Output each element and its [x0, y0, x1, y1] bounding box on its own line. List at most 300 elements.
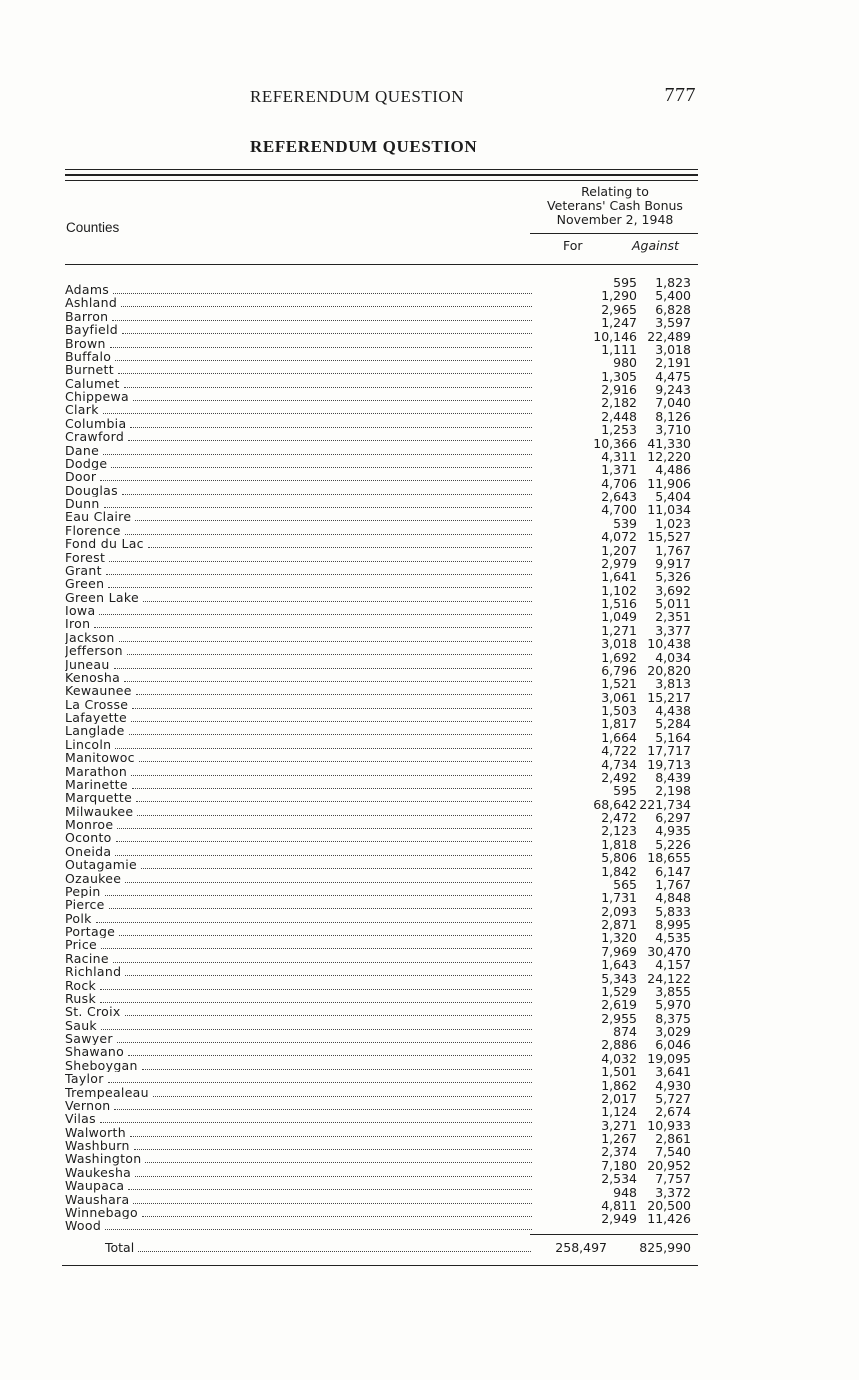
- table-row-values: [530, 477, 698, 490]
- against-value: 9,243: [655, 382, 691, 397]
- for-value: 5,343: [601, 970, 637, 986]
- table-row: [65, 858, 532, 871]
- table-row: [65, 1086, 532, 1099]
- against-value: 5,011: [655, 596, 691, 611]
- table-row: [65, 1032, 532, 1045]
- against-value: 10,438: [647, 636, 691, 652]
- table-row: [65, 738, 532, 751]
- table-row-values: [530, 945, 698, 958]
- table-row-values: [530, 557, 698, 570]
- dot-leader: [136, 792, 532, 802]
- table-row: [65, 765, 532, 778]
- county-name: Washington: [65, 1152, 142, 1166]
- dot-leader: [118, 364, 532, 374]
- against-value: 22,489: [647, 328, 691, 344]
- against-value: 20,500: [647, 1197, 691, 1213]
- table-row: [65, 912, 532, 925]
- against-value: 8,439: [655, 769, 691, 785]
- dot-leader: [122, 324, 532, 334]
- against-value: 4,034: [655, 649, 691, 665]
- county-name: Dodge: [65, 456, 108, 471]
- table-row-values: [530, 771, 698, 784]
- county-name: Bayfield: [65, 323, 119, 337]
- dot-leader: [131, 766, 532, 776]
- table-row: [65, 1206, 532, 1219]
- against-value: 3,641: [655, 1064, 691, 1080]
- against-value: 10,933: [647, 1117, 691, 1133]
- table-row-values: [530, 918, 698, 931]
- table-row-values: [530, 289, 698, 302]
- county-name: Marinette: [65, 777, 128, 792]
- against-value: 4,486: [655, 462, 691, 478]
- table-row: [65, 711, 532, 724]
- total-against-value: 825,990: [639, 1240, 691, 1255]
- for-value: 4,706: [601, 475, 637, 491]
- table-row-values: [530, 704, 698, 717]
- table-row-values: [530, 744, 698, 757]
- table-row: [65, 296, 532, 309]
- county-name: Burnett: [65, 363, 114, 377]
- table-row: [65, 323, 532, 336]
- table-row-values: [530, 838, 698, 851]
- dot-leader: [124, 378, 532, 388]
- for-value: 565: [613, 876, 637, 892]
- table-row: [65, 1139, 532, 1152]
- dot-leader: [131, 712, 532, 722]
- for-value: 2,534: [601, 1171, 637, 1187]
- table-row-values: [530, 1079, 698, 1092]
- dot-leader: [135, 511, 532, 521]
- table-row: [65, 403, 532, 416]
- dot-leader: [117, 819, 532, 829]
- table-row: [65, 1072, 532, 1085]
- vote-count-list: [530, 276, 698, 1226]
- against-value: 8,375: [655, 1010, 691, 1026]
- dot-leader: [101, 1020, 532, 1030]
- for-value: 4,311: [601, 448, 637, 464]
- for-value: 1,842: [601, 863, 637, 879]
- for-value: 1,102: [601, 582, 637, 598]
- for-value: 2,619: [601, 997, 637, 1013]
- table-row-values: [530, 637, 698, 650]
- county-name: Eau Claire: [65, 510, 132, 524]
- dot-leader: [145, 1153, 532, 1163]
- table-row: [65, 1059, 532, 1072]
- table-row-values: [530, 517, 698, 530]
- against-value: 12,220: [647, 448, 691, 464]
- county-name: Monroe: [65, 818, 114, 832]
- against-value: 5,326: [655, 569, 691, 585]
- table-row-values: [530, 651, 698, 664]
- against-value: 3,018: [655, 341, 691, 357]
- table-row: [65, 831, 532, 844]
- for-value: 2,965: [601, 301, 637, 317]
- county-name: Winnebago: [65, 1205, 138, 1220]
- county-name: Vernon: [65, 1098, 111, 1113]
- for-value: 4,700: [601, 502, 637, 518]
- dot-leader: [100, 980, 532, 990]
- against-value: 3,029: [655, 1024, 691, 1039]
- dot-leader: [106, 565, 532, 575]
- against-value: 11,426: [647, 1211, 691, 1227]
- table-row: [65, 1019, 532, 1032]
- for-value: 2,492: [601, 769, 637, 785]
- county-name: Rusk: [65, 991, 96, 1006]
- against-value: 2,198: [655, 783, 691, 799]
- table-row: [65, 497, 532, 510]
- against-value: 24,122: [647, 970, 691, 986]
- for-value: 68,642: [593, 796, 637, 812]
- table-row: [65, 337, 532, 350]
- against-value: 5,284: [655, 716, 691, 732]
- for-value: 4,722: [601, 743, 637, 759]
- table-row-values: [530, 610, 698, 623]
- county-name: Racine: [65, 951, 109, 966]
- for-value: 2,886: [601, 1037, 637, 1053]
- against-value: 6,297: [655, 810, 691, 825]
- county-name: Vilas: [65, 1112, 96, 1126]
- against-value: 4,475: [655, 368, 691, 384]
- county-name: Grant: [65, 563, 102, 578]
- against-value: 5,404: [655, 489, 691, 504]
- county-name: Buffalo: [65, 349, 112, 364]
- table-row-values: [530, 1025, 698, 1038]
- dot-leader: [142, 1207, 532, 1217]
- for-value: 1,247: [601, 315, 637, 331]
- table-row: [65, 310, 532, 323]
- against-value: 6,828: [655, 301, 691, 317]
- bottom-rule: [62, 1265, 698, 1266]
- for-value: 2,123: [601, 823, 637, 839]
- group-header-line: November 2, 1948: [556, 212, 674, 227]
- dot-leader: [104, 498, 532, 508]
- county-name: Waukesha: [65, 1165, 132, 1180]
- county-name: Sheboygan: [65, 1058, 138, 1073]
- table-row-values: [530, 316, 698, 329]
- county-name-list: [65, 283, 532, 1233]
- dot-leader: [128, 1180, 532, 1190]
- against-value: 11,906: [647, 475, 691, 491]
- table-row: [65, 805, 532, 818]
- table-row-values: [530, 383, 698, 396]
- dot-leader: [132, 779, 532, 789]
- bonus-column-group-header: [532, 185, 698, 227]
- for-value: 3,061: [601, 689, 637, 705]
- against-value: 7,540: [655, 1144, 691, 1160]
- county-name: Sawyer: [65, 1032, 113, 1046]
- table-row: [65, 979, 532, 992]
- dot-leader: [108, 1073, 532, 1083]
- county-name: Clark: [65, 403, 99, 417]
- against-value: 221,734: [639, 796, 691, 812]
- table-row: [65, 925, 532, 938]
- for-value: 5,806: [601, 850, 637, 866]
- for-value: 2,949: [601, 1211, 637, 1227]
- table-row-values: [530, 1172, 698, 1185]
- table-row: [65, 1112, 532, 1125]
- table-row-values: [530, 1092, 698, 1105]
- table-row-values: [530, 1119, 698, 1132]
- against-value: 2,351: [655, 609, 691, 625]
- table-row: [65, 1099, 532, 1112]
- dot-leader: [134, 1140, 532, 1150]
- county-name: Waushara: [65, 1192, 130, 1206]
- dot-leader: [112, 311, 532, 321]
- for-value: 1,817: [601, 716, 637, 732]
- county-name: Outagamie: [65, 858, 137, 872]
- against-value: 6,147: [655, 863, 691, 879]
- table-row-values: [530, 503, 698, 516]
- dot-leader: [114, 659, 532, 669]
- county-name: Ozaukee: [65, 871, 122, 885]
- against-value: 19,095: [647, 1050, 691, 1066]
- for-value: 4,072: [601, 529, 637, 545]
- county-name: Richland: [65, 965, 122, 979]
- dot-leader: [115, 351, 532, 361]
- table-row-values: [530, 463, 698, 476]
- table-row: [65, 524, 532, 537]
- dot-leader: [119, 926, 532, 936]
- against-value: 5,727: [655, 1090, 691, 1106]
- table-row: [65, 724, 532, 737]
- county-name: Oconto: [65, 831, 112, 845]
- dot-leader: [153, 1087, 532, 1097]
- against-value: 6,046: [655, 1037, 691, 1053]
- against-value: 3,597: [655, 315, 691, 331]
- county-name: Washburn: [65, 1139, 130, 1153]
- dot-leader: [141, 859, 532, 869]
- table-row-values: [530, 731, 698, 744]
- county-name: Price: [65, 938, 97, 952]
- for-value: 1,049: [601, 609, 637, 625]
- county-name: Crawford: [65, 430, 125, 444]
- table-row-values: [530, 450, 698, 463]
- against-value: 11,034: [647, 502, 691, 518]
- for-value: 539: [613, 515, 637, 531]
- table-row-values: [530, 303, 698, 316]
- against-value: 1,767: [655, 542, 691, 558]
- table-row-values: [530, 1159, 698, 1172]
- for-value: 2,472: [601, 810, 637, 825]
- county-name: Forest: [65, 550, 106, 564]
- table-row-values: [530, 878, 698, 891]
- table-row: [65, 631, 532, 644]
- county-name: Dane: [65, 443, 100, 457]
- dot-leader: [100, 993, 532, 1003]
- against-column-header: Against: [632, 238, 679, 253]
- table-row: [65, 671, 532, 684]
- table-row-values: [530, 490, 698, 503]
- table-row: [65, 965, 532, 978]
- table-row: [65, 751, 532, 764]
- table-row: [65, 684, 532, 697]
- county-name: Florence: [65, 523, 121, 538]
- county-name: Iron: [65, 617, 91, 631]
- county-name: Jefferson: [65, 644, 123, 658]
- against-value: 3,692: [655, 582, 691, 598]
- for-value: 874: [613, 1024, 637, 1039]
- table-row-values: [530, 343, 698, 356]
- table-row-values: [530, 1145, 698, 1158]
- against-value: 2,674: [655, 1104, 691, 1120]
- county-name: Green Lake: [65, 590, 139, 604]
- against-value: 5,970: [655, 997, 691, 1013]
- table-row: [65, 818, 532, 831]
- dot-leader: [115, 739, 532, 749]
- for-value: 1,271: [601, 622, 637, 638]
- table-row: [65, 350, 532, 363]
- table-row-values: [530, 396, 698, 409]
- counties-column-header: Counties: [66, 220, 120, 235]
- against-value: 7,757: [655, 1171, 691, 1187]
- dot-leader: [114, 1100, 532, 1110]
- total-for-value: 258,497: [555, 1240, 607, 1255]
- dot-leader: [132, 699, 532, 709]
- county-name: Portage: [65, 925, 116, 939]
- for-value: 7,180: [601, 1157, 637, 1173]
- county-name: Kenosha: [65, 670, 121, 685]
- table-row: [65, 604, 532, 617]
- against-value: 3,372: [655, 1184, 691, 1200]
- total-rule: [530, 1234, 698, 1235]
- dot-leader: [125, 525, 532, 535]
- for-value: 1,124: [601, 1104, 637, 1120]
- against-value: 9,917: [655, 555, 691, 571]
- table-row-values: [530, 423, 698, 436]
- table-row: [65, 1005, 532, 1018]
- dot-leader: [116, 832, 532, 842]
- for-value: 2,182: [601, 395, 637, 411]
- for-value: 1,320: [601, 930, 637, 946]
- county-name: Sauk: [65, 1018, 97, 1032]
- county-name: Milwaukee: [65, 804, 134, 818]
- for-value: 10,146: [593, 328, 637, 344]
- county-name: Barron: [65, 309, 109, 324]
- table-row: [65, 698, 532, 711]
- for-value: 1,207: [601, 542, 637, 558]
- dot-leader: [143, 592, 532, 602]
- for-value: 1,111: [601, 341, 637, 357]
- dot-leader: [127, 645, 532, 655]
- county-name: Pepin: [65, 884, 101, 899]
- dot-leader: [130, 418, 532, 428]
- for-value: 1,267: [601, 1131, 637, 1146]
- against-value: 3,377: [655, 622, 691, 638]
- table-row-values: [530, 1199, 698, 1212]
- against-value: 4,848: [655, 890, 691, 906]
- county-name: Chippewa: [65, 390, 129, 404]
- against-value: 20,952: [647, 1157, 691, 1173]
- table-row: [65, 791, 532, 804]
- dot-leader: [128, 431, 532, 441]
- for-value: 3,018: [601, 636, 637, 652]
- county-name: Douglas: [65, 483, 118, 497]
- dot-leader: [99, 605, 532, 615]
- against-value: 17,717: [647, 743, 691, 759]
- against-value: 2,191: [655, 355, 691, 371]
- county-name: Shawano: [65, 1045, 125, 1059]
- dot-leader: [115, 846, 532, 856]
- table-row-values: [530, 811, 698, 824]
- dot-leader: [108, 578, 532, 588]
- table-row-values: [530, 584, 698, 597]
- county-name: Walworth: [65, 1125, 126, 1139]
- table-row-values: [530, 905, 698, 918]
- table-row: [65, 1219, 532, 1232]
- for-value: 1,501: [601, 1064, 637, 1080]
- dot-leader: [105, 1220, 532, 1230]
- table-row: [65, 390, 532, 403]
- against-value: 3,813: [655, 676, 691, 692]
- dot-leader: [94, 618, 532, 628]
- table-row-values: [530, 1065, 698, 1078]
- for-value: 4,032: [601, 1050, 637, 1066]
- for-value: 2,448: [601, 408, 637, 424]
- running-head: [248, 84, 698, 111]
- table-row-values: [530, 624, 698, 637]
- dot-leader: [135, 1167, 532, 1177]
- top-rule-thick: [65, 174, 698, 176]
- against-value: 5,833: [655, 903, 691, 919]
- table-row: [65, 444, 532, 457]
- table-row-values: [530, 958, 698, 971]
- dot-leader: [100, 471, 532, 481]
- county-name: Lafayette: [65, 711, 127, 725]
- group-header-line: Veterans' Cash Bonus: [547, 198, 683, 213]
- group-header-line: Relating to: [581, 184, 649, 199]
- table-row: [65, 377, 532, 390]
- for-value: 1,521: [601, 676, 637, 692]
- dot-leader: [125, 966, 532, 976]
- against-value: 4,535: [655, 930, 691, 946]
- county-name: La Crosse: [65, 697, 129, 711]
- table-row-values: [530, 758, 698, 771]
- dot-leader: [103, 445, 532, 455]
- table-row-values: [530, 1038, 698, 1051]
- dot-leader: [124, 672, 532, 682]
- page-number: 777: [664, 84, 696, 106]
- for-value: 1,503: [601, 703, 637, 718]
- table-row-values: [530, 437, 698, 450]
- for-value: 1,731: [601, 890, 637, 906]
- against-value: 5,226: [655, 836, 691, 852]
- table-row: [65, 484, 532, 497]
- dot-leader: [122, 485, 532, 495]
- table-row-values: [530, 276, 698, 289]
- for-value: 1,516: [601, 596, 637, 611]
- header-bottom-rule: [65, 264, 698, 265]
- for-value: 3,271: [601, 1117, 637, 1133]
- table-row: [65, 510, 532, 523]
- table-row: [65, 885, 532, 898]
- against-value: 5,164: [655, 729, 691, 745]
- dot-leader: [105, 886, 532, 896]
- table-row-values: [530, 1132, 698, 1145]
- against-value: 3,855: [655, 983, 691, 999]
- for-value: 1,818: [601, 836, 637, 852]
- dot-leader: [111, 458, 532, 468]
- table-row: [65, 872, 532, 885]
- against-value: 15,527: [647, 529, 691, 545]
- table-row-values: [530, 851, 698, 864]
- against-value: 30,470: [647, 943, 691, 959]
- county-name: Calumet: [65, 376, 120, 390]
- for-value: 4,734: [601, 756, 637, 772]
- county-name: Rock: [65, 978, 97, 992]
- total-row: [105, 1240, 531, 1255]
- running-title: REFERENDUM QUESTION: [250, 87, 464, 106]
- against-value: 5,400: [655, 288, 691, 304]
